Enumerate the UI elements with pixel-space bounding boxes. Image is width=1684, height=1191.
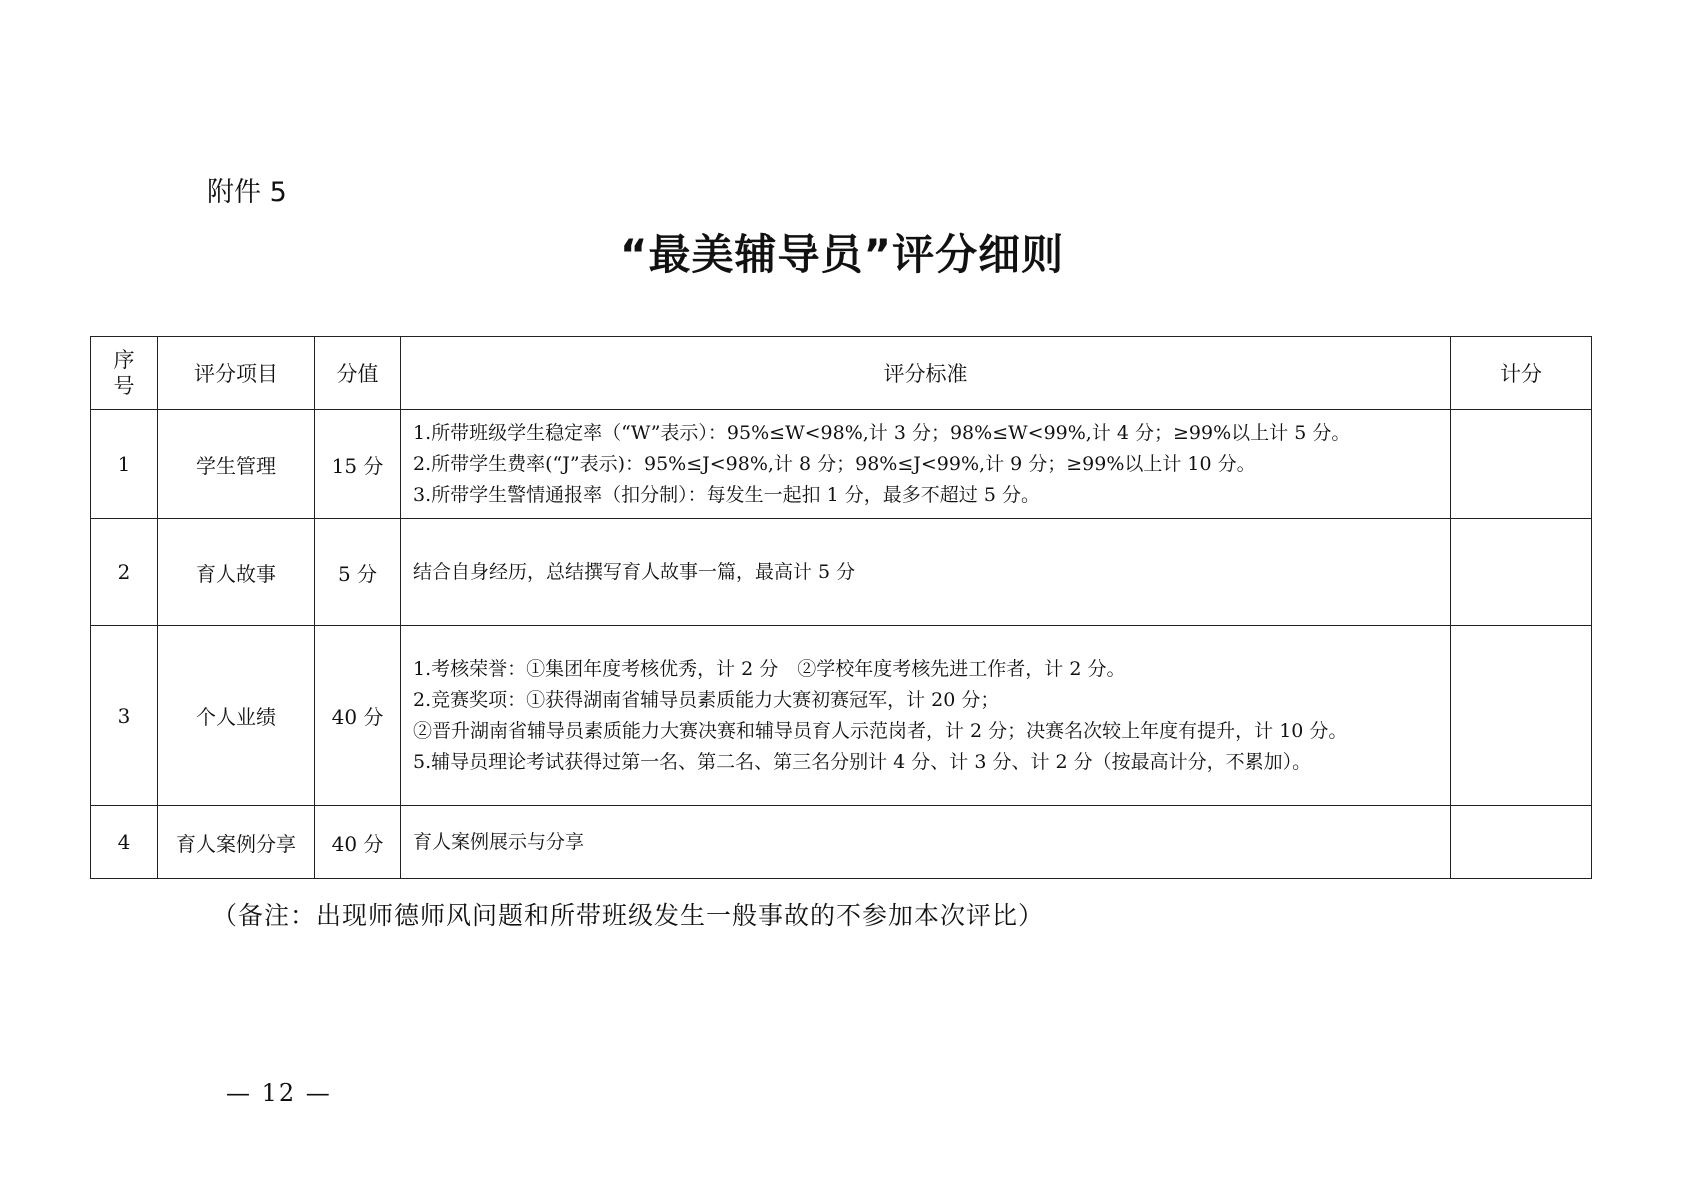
criteria-line: 育人案例展示与分享 bbox=[413, 830, 585, 853]
remark-note: （备注：出现师德师风问题和所带班级发生一般事故的不参加本次评比） bbox=[212, 901, 1045, 930]
header-criteria: 评分标准 bbox=[401, 337, 1451, 410]
criteria-line: 1.考核荣誉：①集团年度考核优秀，计 2 分 ②学校年度考核先进工作者，计 2 分。 bbox=[413, 657, 1126, 680]
row-no: 2 bbox=[91, 519, 158, 626]
row-criteria bbox=[401, 626, 1451, 806]
criteria-line: ②晋升湖南省辅导员素质能力大赛决赛和辅导员育人示范岗者，计 2 分；决赛名次较上年度有提升，计 10 分。 bbox=[413, 719, 1348, 742]
row-score bbox=[1451, 410, 1592, 519]
row-criteria bbox=[401, 410, 1451, 519]
row-points: 40 分 bbox=[315, 806, 401, 879]
row-score bbox=[1451, 519, 1592, 626]
row-criteria bbox=[401, 806, 1451, 879]
table-row bbox=[91, 410, 1592, 519]
criteria-line: 2.所带学生费率(“J”表示)：95%≤J<98%,计 8 分；98%≤J<99%,计 9 分；≥99%以上计 10 分。 bbox=[413, 452, 1256, 475]
table-header-row bbox=[91, 337, 1592, 410]
row-no: 1 bbox=[91, 410, 158, 519]
table-row bbox=[91, 519, 1592, 626]
criteria-line: 3.所带学生警情通报率（扣分制）：每发生一起扣 1 分，最多不超过 5 分。 bbox=[413, 483, 1040, 506]
row-points: 15 分 bbox=[315, 410, 401, 519]
document-title: “最美辅导员”评分细则 bbox=[619, 230, 1065, 279]
scoring-table bbox=[90, 336, 1592, 879]
row-item: 育人故事 bbox=[158, 519, 315, 626]
criteria-line: 1.所带班级学生稳定率（“W”表示）：95%≤W<98%,计 3 分；98%≤W<99%,计 4 分；≥99%以上计 5 分。 bbox=[413, 421, 1351, 444]
header-score: 计分 bbox=[1451, 337, 1592, 410]
criteria-line: 结合自身经历，总结撰写育人故事一篇，最高计 5 分 bbox=[413, 560, 856, 583]
header-item: 评分项目 bbox=[158, 337, 315, 410]
criteria-line: 5.辅导员理论考试获得过第一名、第二名、第三名分别计 4 分、计 3 分、计 2 分（按最高计分，不累加）。 bbox=[413, 750, 1312, 773]
header-points: 分值 bbox=[315, 337, 401, 410]
row-criteria bbox=[401, 519, 1451, 626]
table-row bbox=[91, 626, 1592, 806]
criteria-line: 2.竞赛奖项：①获得湖南省辅导员素质能力大赛初赛冠军，计 20 分； bbox=[413, 688, 1000, 711]
attachment-label: 附件 5 bbox=[207, 177, 287, 208]
row-no: 4 bbox=[91, 806, 158, 879]
row-no: 3 bbox=[91, 626, 158, 806]
row-item: 个人业绩 bbox=[158, 626, 315, 806]
table-row bbox=[91, 806, 1592, 879]
row-item: 育人案例分享 bbox=[158, 806, 315, 879]
row-points: 5 分 bbox=[315, 519, 401, 626]
row-points: 40 分 bbox=[315, 626, 401, 806]
row-score bbox=[1451, 626, 1592, 806]
row-item: 学生管理 bbox=[158, 410, 315, 519]
page-number: — 12 — bbox=[226, 1079, 332, 1107]
header-no: 序 号 bbox=[91, 337, 158, 410]
row-score bbox=[1451, 806, 1592, 879]
